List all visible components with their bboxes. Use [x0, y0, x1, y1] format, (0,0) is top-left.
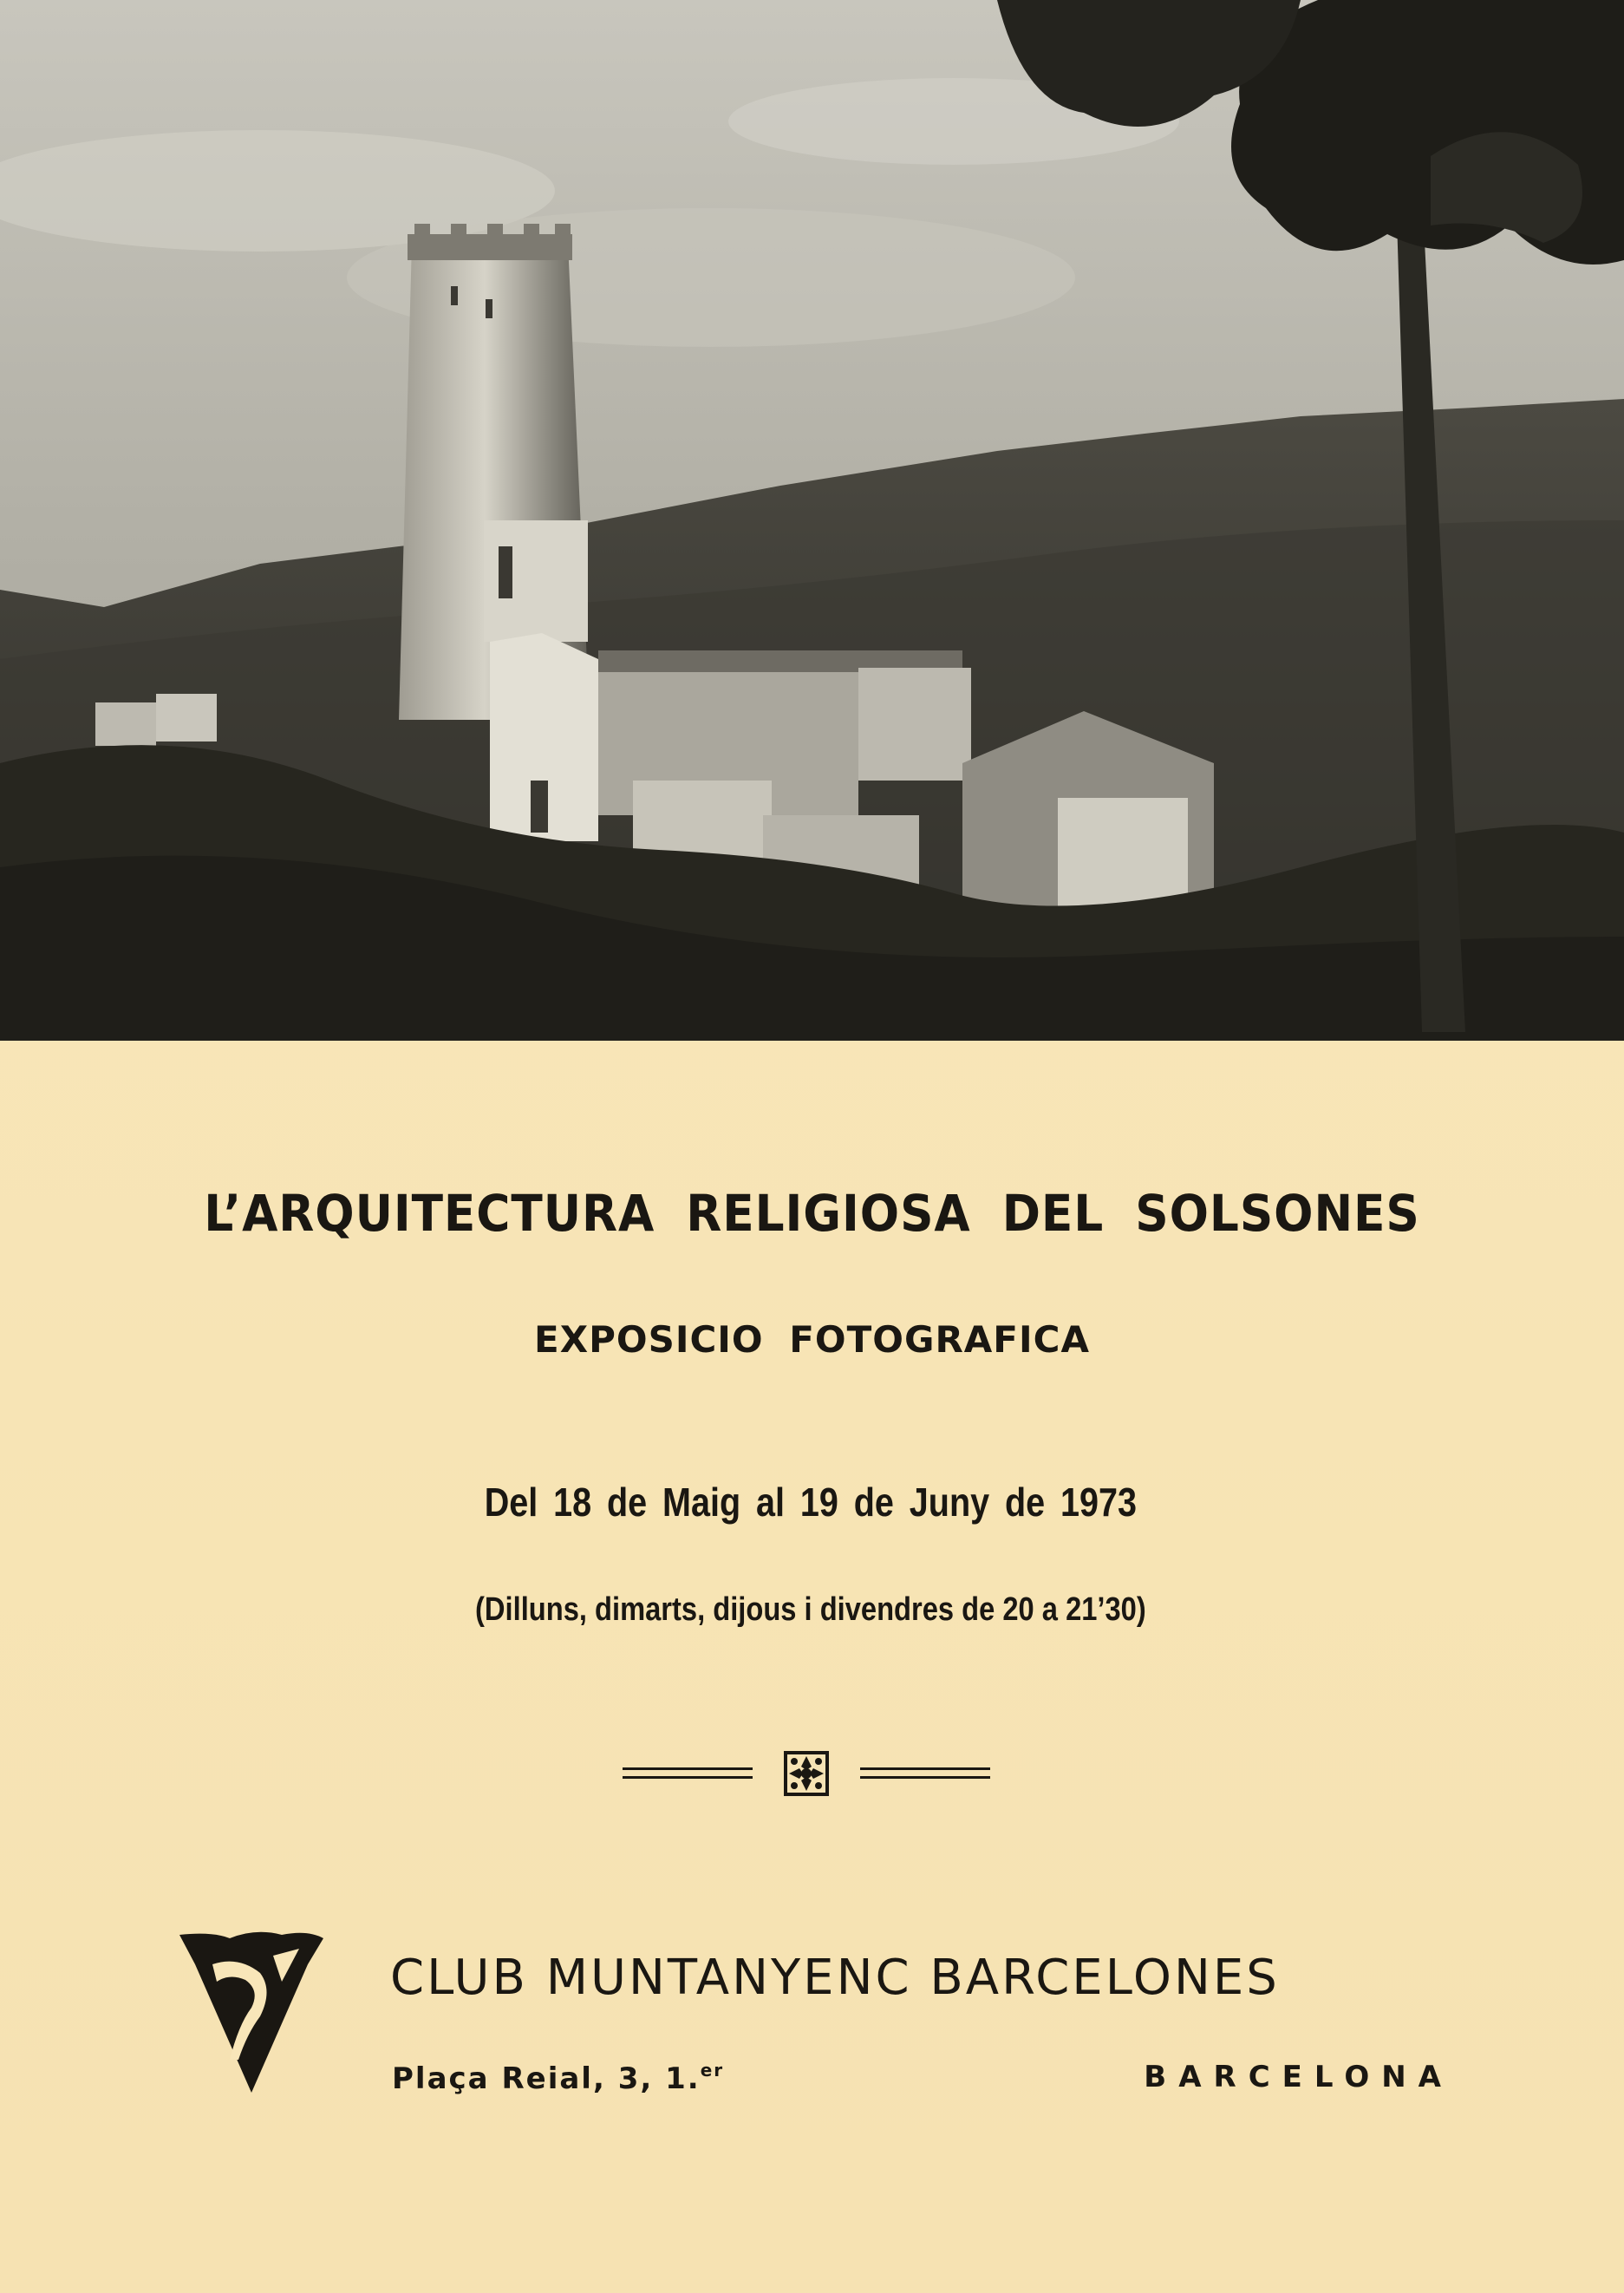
village-tower-photo — [0, 0, 1624, 1041]
exhibition-dates: Del 18 de Maig al 19 de Juny de 1973 — [484, 1480, 1138, 1525]
floral-ornament-icon — [616, 1743, 997, 1804]
club-emblem-icon — [178, 1930, 325, 2094]
address-floor-suffix: er — [700, 2060, 725, 2081]
club-address — [392, 2060, 724, 2096]
address-main: Plaça Reial, 3, 1. — [392, 2061, 701, 2096]
club-city: BARCELONA — [1144, 2060, 1453, 2094]
exhibition-title: L’ARQUITECTURA RELIGIOSA DEL SOLSONES — [204, 1184, 1420, 1243]
exhibition-subtitle: EXPOSICIO FOTOGRAFICA — [534, 1318, 1090, 1361]
opening-hours: (Dilluns, dimarts, dijous i divendres de 20 a 21’30) — [475, 1591, 1146, 1628]
club-name: CLUB MUNTANYENC BARCELONES — [390, 1950, 1280, 2006]
